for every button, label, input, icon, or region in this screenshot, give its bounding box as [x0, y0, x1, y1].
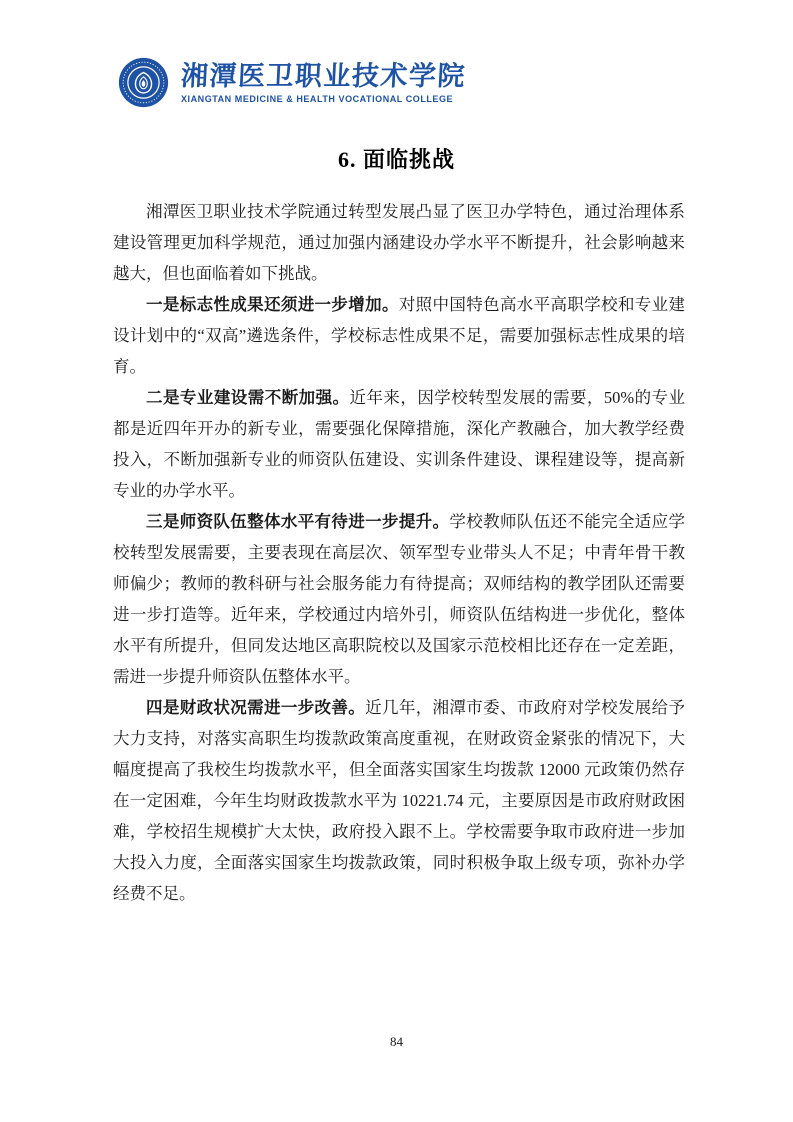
paragraph-lead: 一是标志性成果还须进一步增加。	[146, 295, 399, 314]
paragraph-intro	[113, 196, 685, 289]
college-logo	[117, 56, 466, 109]
paragraph-text: 学校教师队伍还不能完全适应学校转型发展需要，主要表现在高层次、领军型专业带头人不足；中青年骨干教师偏少；教师的教科研与社会服务能力有待提高；双师结构的教学团队还需要进一步打造等。近年来，学校通过内培外引，师资队伍结构进一步优化，整体水平有所提升，但同发达地区高职院校以及国家示范校相比还存在一定差距，需进一步提升师资队伍整体水平。	[113, 512, 686, 686]
document-body	[113, 196, 685, 909]
paragraph-challenge-3	[113, 506, 685, 692]
paragraph-text: 对照中国特色高水平高职学校和专业建设计划中的“双高”遴选条件，学校标志性成果不足，需要加强标志性成果的培育。	[113, 295, 686, 376]
section-title: 6. 面临挑战	[337, 147, 455, 172]
paragraph-challenge-1	[113, 289, 685, 382]
paragraph-challenge-4	[113, 692, 685, 909]
paragraph-text: 近年来，因学校转型发展的需要，50%的专业都是近四年开办的新专业，需要强化保障措施，深化产教融合，加大教学经费投入，不断加强新专业的师资队伍建设、实训条件建设、课程建设等，提高新专业的办学水平。	[113, 388, 685, 500]
college-name-zh: 湘潭医卫职业技术学院	[180, 61, 467, 91]
paragraph-lead: 二是专业建设需不断加强。	[146, 388, 350, 407]
paragraph-lead: 三是师资队伍整体水平有待进一步提升。	[146, 512, 450, 531]
college-seal-icon	[117, 56, 170, 109]
college-name-en: XIANGTAN MEDICINE & HEALTH VOCATIONAL COLLEGE	[181, 94, 454, 104]
paragraph-lead: 四是财政状况需进一步改善。	[146, 698, 366, 717]
page-number: 84	[390, 1034, 403, 1049]
paragraph-text: 湘潭医卫职业技术学院通过转型发展凸显了医卫办学特色，通过治理体系建设管理更加科学规范，通过加强内涵建设办学水平不断提升，社会影响越来越大，但也面临着如下挑战。	[113, 202, 685, 283]
paragraph-challenge-2	[113, 382, 685, 506]
paragraph-text: 近几年，湘潭市委、市政府对学校发展给予大力支持，对落实高职生均拨款政策高度重视，在财政资金紧张的情况下，大幅度提高了我校生均拨款水平，但全面落实国家生均拨款 12000 元政策仍然存在一定困难，今年生均财政拨款水平为 10221.74 元，主要原因是市政府财政困难，学校招生规模扩大太快，政府投入跟不上。学校需要争取市政府进一步加大投入力度，全面落实国家生均拨款政策，同时积极争取上级专项，弥补办学经费不足。	[113, 698, 686, 903]
college-name-block	[181, 61, 466, 104]
